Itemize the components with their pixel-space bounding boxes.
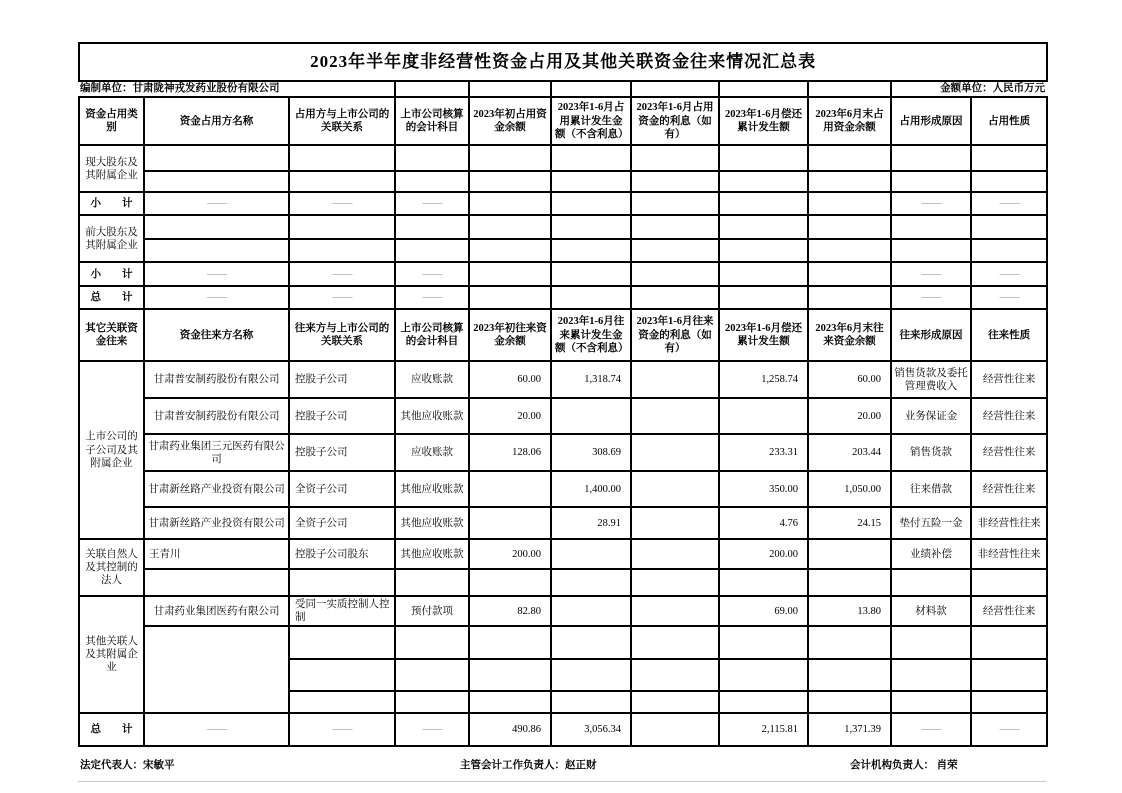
accrued-amount-cell (551, 398, 631, 434)
total-label: 总 计 (79, 713, 144, 746)
empty-cell (719, 286, 808, 309)
empty-cell (469, 569, 551, 596)
unit-label: 金额单位：人民币万元 (940, 83, 1046, 94)
dash-cell: —— (971, 286, 1047, 309)
empty-cell (971, 659, 1047, 691)
column-header: 2023年初占用资金余额 (469, 97, 551, 145)
repaid-amount-cell: 200.00 (719, 539, 808, 569)
beginning-balance-cell: 200.00 (469, 539, 551, 569)
beginning-balance-cell: 20.00 (469, 398, 551, 434)
account-subject-cell: 应收账款 (395, 361, 469, 398)
column-header: 2023年1-6月偿还累计发生额 (719, 309, 808, 361)
column-header: 往来方与上市公司的关联关系 (289, 309, 395, 361)
total-beginning-balance: 490.86 (469, 713, 551, 746)
empty-cell (631, 626, 719, 659)
empty-cell (289, 145, 395, 171)
empty-cell (891, 626, 971, 659)
beginning-balance-cell: 60.00 (469, 361, 551, 398)
column-header: 2023年1-6月往来累计发生金额（不含利息） (551, 309, 631, 361)
interest-cell (631, 507, 719, 539)
empty-cell (469, 239, 551, 262)
ending-balance-cell: 13.80 (808, 596, 891, 626)
category-cell: 关联自然人及其控制的法人 (79, 539, 144, 596)
empty-cell (395, 81, 469, 97)
signature-footer (78, 747, 1046, 782)
reason-cell: 业务保证金 (891, 398, 971, 434)
empty-cell (808, 569, 891, 596)
dash-cell: —— (891, 713, 971, 746)
dash-cell: —— (395, 713, 469, 746)
chief-accounting-label: 主管会计工作负责人：赵正财 (460, 760, 597, 772)
ending-balance-cell: 1,050.00 (808, 471, 891, 507)
column-header: 上市公司核算的会计科目 (395, 97, 469, 145)
table-row (79, 596, 1047, 626)
table-row (79, 239, 1047, 262)
column-header: 资金往来方名称 (144, 309, 289, 361)
occupation-header-row (79, 97, 1047, 145)
empty-cell (891, 659, 971, 691)
beginning-balance-cell (469, 471, 551, 507)
legal-representative-label: 法定代表人：宋敏平 (80, 760, 175, 772)
empty-cell (469, 81, 551, 97)
subtotal-label: 小 计 (79, 262, 144, 286)
accrued-amount-cell: 1,318.74 (551, 361, 631, 398)
empty-cell (631, 171, 719, 192)
empty-cell (144, 215, 289, 239)
title-row (79, 43, 1047, 81)
account-subject-cell: 其他应收账款 (395, 471, 469, 507)
repaid-amount-cell: 1,258.74 (719, 361, 808, 398)
empty-cell (719, 659, 808, 691)
column-header: 资金占用类别 (79, 97, 144, 145)
account-subject-cell: 其他应收账款 (395, 507, 469, 539)
empty-cell (551, 262, 631, 286)
beginning-balance-cell: 82.80 (469, 596, 551, 626)
table-row (79, 361, 1047, 398)
counterparty-name-cell: 甘肃新丝路产业投资有限公司 (144, 471, 289, 507)
interest-cell (631, 398, 719, 434)
empty-cell (808, 81, 891, 97)
dash-cell: —— (971, 713, 1047, 746)
empty-cell (631, 569, 719, 596)
table-row (79, 471, 1047, 507)
beginning-balance-cell: 128.06 (469, 434, 551, 471)
empty-cell (719, 171, 808, 192)
dash-cell: —— (144, 192, 289, 215)
column-header: 上市公司核算的会计科目 (395, 309, 469, 361)
reason-cell: 材料款 (891, 596, 971, 626)
repaid-amount-cell: 4.76 (719, 507, 808, 539)
dash-cell: —— (395, 286, 469, 309)
accrued-amount-cell (551, 596, 631, 626)
empty-cell (289, 215, 395, 239)
column-header: 占用方与上市公司的关联关系 (289, 97, 395, 145)
relationship-cell: 控股子公司 (289, 434, 395, 471)
accrued-amount-cell: 1,400.00 (551, 471, 631, 507)
empty-cell (631, 286, 719, 309)
table-row (79, 626, 1047, 659)
empty-cell (631, 262, 719, 286)
counterparty-name-cell: 甘肃药业集团三元医药有限公司 (144, 434, 289, 471)
counterparty-name-cell: 甘肃普安制药股份有限公司 (144, 361, 289, 398)
total-repaid-amount: 2,115.81 (719, 713, 808, 746)
empty-cell (144, 239, 289, 262)
empty-cell (469, 659, 551, 691)
empty-cell (808, 286, 891, 309)
subtotal-row (79, 192, 1047, 215)
column-header: 往来性质 (971, 309, 1047, 361)
empty-cell (719, 569, 808, 596)
empty-cell (289, 569, 395, 596)
column-header: 2023年1-6月占用资金的利息（如有） (631, 97, 719, 145)
total-label: 总 计 (79, 286, 144, 309)
column-header: 2023年6月末占用资金余额 (808, 97, 891, 145)
ending-balance-cell (808, 539, 891, 569)
empty-cell (808, 192, 891, 215)
empty-cell (631, 691, 719, 713)
column-header: 2023年1-6月占用累计发生金额（不含利息） (551, 97, 631, 145)
account-subject-cell: 其他应收账款 (395, 539, 469, 569)
empty-cell (631, 659, 719, 691)
empty-cell (719, 239, 808, 262)
empty-cell (395, 215, 469, 239)
nature-cell: 经营性往来 (971, 434, 1047, 471)
empty-cell (631, 145, 719, 171)
category-cell: 现大股东及其附属企业 (79, 145, 144, 192)
repaid-amount-cell: 69.00 (719, 596, 808, 626)
table-row (79, 171, 1047, 192)
empty-cell (631, 239, 719, 262)
reason-cell: 垫付五险一金 (891, 507, 971, 539)
empty-cell (551, 171, 631, 192)
empty-cell (395, 171, 469, 192)
accrued-amount-cell: 28.91 (551, 507, 631, 539)
transactions-header-row (79, 309, 1047, 361)
reason-cell: 销售货款 (891, 434, 971, 471)
counterparty-name-cell: 甘肃普安制药股份有限公司 (144, 398, 289, 434)
table-row (79, 145, 1047, 171)
relationship-cell: 控股子公司 (289, 398, 395, 434)
counterparty-name-cell: 王青川 (144, 539, 289, 569)
dash-cell: —— (144, 713, 289, 746)
empty-cell (469, 192, 551, 215)
empty-cell (719, 691, 808, 713)
empty-cell (395, 239, 469, 262)
subtotal-row (79, 262, 1047, 286)
accounting-org-label: 会计机构负责人： 肖荣 (850, 760, 958, 772)
interest-cell (631, 471, 719, 507)
empty-cell (891, 215, 971, 239)
counterparty-name-cell: 甘肃新丝路产业投资有限公司 (144, 507, 289, 539)
empty-cell (891, 569, 971, 596)
empty-cell (719, 215, 808, 239)
empty-cell (631, 192, 719, 215)
column-header: 往来形成原因 (891, 309, 971, 361)
dash-cell: —— (891, 192, 971, 215)
table-row (79, 569, 1047, 596)
empty-cell (971, 145, 1047, 171)
category-cell: 前大股东及其附属企业 (79, 215, 144, 262)
empty-cell (551, 286, 631, 309)
dash-cell: —— (289, 262, 395, 286)
empty-cell (551, 239, 631, 262)
nature-cell: 经营性往来 (971, 471, 1047, 507)
repaid-amount-cell (719, 398, 808, 434)
dash-cell: —— (395, 262, 469, 286)
empty-cell (808, 626, 891, 659)
meta-row (79, 81, 1047, 97)
empty-cell (469, 286, 551, 309)
empty-cell (719, 262, 808, 286)
empty-cell (395, 145, 469, 171)
interest-cell (631, 596, 719, 626)
nature-cell: 经营性往来 (971, 398, 1047, 434)
empty-cell (551, 659, 631, 691)
dash-cell: —— (891, 262, 971, 286)
table-row (79, 434, 1047, 471)
empty-cell (971, 626, 1047, 659)
empty-cell (469, 626, 551, 659)
beginning-balance-cell (469, 507, 551, 539)
empty-cell (808, 171, 891, 192)
empty-cell (631, 81, 719, 97)
empty-cell (551, 145, 631, 171)
total-ending-balance: 1,371.39 (808, 713, 891, 746)
dash-cell: —— (289, 713, 395, 746)
empty-cell (469, 215, 551, 239)
repaid-amount-cell: 233.31 (719, 434, 808, 471)
total-accrued-amount: 3,056.34 (551, 713, 631, 746)
empty-cell (289, 171, 395, 192)
empty-cell (469, 262, 551, 286)
empty-cell (719, 192, 808, 215)
dash-cell: —— (289, 192, 395, 215)
accrued-amount-cell (551, 539, 631, 569)
empty-cell (808, 239, 891, 262)
empty-cell (395, 659, 469, 691)
account-subject-cell: 应收账款 (395, 434, 469, 471)
empty-cell (808, 215, 891, 239)
column-header: 2023年6月末往来资金余额 (808, 309, 891, 361)
relationship-cell: 全资子公司 (289, 471, 395, 507)
empty-cell (808, 691, 891, 713)
relationship-cell: 控股子公司股东 (289, 539, 395, 569)
nature-cell: 非经营性往来 (971, 539, 1047, 569)
empty-cell (971, 239, 1047, 262)
dash-cell: —— (395, 192, 469, 215)
empty-cell (719, 145, 808, 171)
dash-cell: —— (144, 262, 289, 286)
empty-cell (891, 239, 971, 262)
empty-cell (971, 569, 1047, 596)
reason-cell: 往来借款 (891, 471, 971, 507)
empty-cell (144, 569, 289, 596)
counterparty-name-cell: 甘肃药业集团医药有限公司 (144, 596, 289, 626)
empty-cell (971, 215, 1047, 239)
empty-cell (719, 626, 808, 659)
account-subject-cell: 预付款项 (395, 596, 469, 626)
nature-cell: 经营性往来 (971, 596, 1047, 626)
dash-cell: —— (289, 286, 395, 309)
column-header: 2023年1-6月往来资金的利息（如有） (631, 309, 719, 361)
empty-cell (971, 171, 1047, 192)
empty-cell (891, 145, 971, 171)
total-interest-cell (631, 713, 719, 746)
nature-cell: 非经营性往来 (971, 507, 1047, 539)
column-header: 占用形成原因 (891, 97, 971, 145)
table-row (79, 398, 1047, 434)
empty-cell (289, 659, 395, 691)
empty-cell (551, 569, 631, 596)
empty-cell (971, 691, 1047, 713)
column-header: 资金占用方名称 (144, 97, 289, 145)
empty-cell (891, 171, 971, 192)
subtotal-label: 小 计 (79, 192, 144, 215)
column-header: 2023年1-6月偿还累计发生额 (719, 97, 808, 145)
relationship-cell: 控股子公司 (289, 361, 395, 398)
table-row (79, 507, 1047, 539)
empty-cell (395, 569, 469, 596)
ending-balance-cell: 20.00 (808, 398, 891, 434)
empty-cell (719, 81, 808, 97)
empty-cell (551, 81, 631, 97)
empty-cell (395, 626, 469, 659)
empty-cell (551, 192, 631, 215)
ending-balance-cell: 24.15 (808, 507, 891, 539)
column-header: 其它关联资金往来 (79, 309, 144, 361)
report-sheet (78, 42, 1046, 782)
dash-cell: —— (971, 262, 1047, 286)
repaid-amount-cell: 350.00 (719, 471, 808, 507)
prepared-by-label: 编制单位：甘肃陇神戎发药业股份有限公司 (80, 83, 280, 94)
dash-cell: —— (144, 286, 289, 309)
column-header: 占用性质 (971, 97, 1047, 145)
accrued-amount-cell: 308.69 (551, 434, 631, 471)
empty-cell (551, 215, 631, 239)
interest-cell (631, 539, 719, 569)
empty-cell (551, 691, 631, 713)
account-subject-cell: 其他应收账款 (395, 398, 469, 434)
reason-cell: 销售货款及委托管理费收入 (891, 361, 971, 398)
empty-cell (144, 626, 289, 713)
page-title: 2023年半年度非经营性资金占用及其他关联资金往来情况汇总表 (79, 43, 1047, 81)
empty-cell (808, 145, 891, 171)
empty-cell (289, 626, 395, 659)
category-cell: 其他关联人及其附属企业 (79, 596, 144, 713)
column-header: 2023年初往来资金余额 (469, 309, 551, 361)
interest-cell (631, 361, 719, 398)
empty-cell (891, 691, 971, 713)
transactions-total-row (79, 713, 1047, 746)
relationship-cell: 全资子公司 (289, 507, 395, 539)
empty-cell (289, 691, 395, 713)
dash-cell: —— (891, 286, 971, 309)
empty-cell (551, 626, 631, 659)
ending-balance-cell: 203.44 (808, 434, 891, 471)
occupation-total-row (79, 286, 1047, 309)
empty-cell (808, 659, 891, 691)
table-row (79, 539, 1047, 569)
relationship-cell: 受同一实质控制人控制 (289, 596, 395, 626)
summary-table (78, 42, 1048, 747)
category-cell: 上市公司的子公司及其附属企业 (79, 361, 144, 539)
ending-balance-cell: 60.00 (808, 361, 891, 398)
empty-cell (144, 145, 289, 171)
interest-cell (631, 434, 719, 471)
empty-cell (469, 171, 551, 192)
reason-cell: 业绩补偿 (891, 539, 971, 569)
empty-cell (289, 239, 395, 262)
empty-cell (144, 171, 289, 192)
table-row (79, 215, 1047, 239)
nature-cell: 经营性往来 (971, 361, 1047, 398)
empty-cell (631, 215, 719, 239)
empty-cell (469, 691, 551, 713)
dash-cell: —— (971, 192, 1047, 215)
empty-cell (469, 145, 551, 171)
empty-cell (808, 262, 891, 286)
empty-cell (395, 691, 469, 713)
